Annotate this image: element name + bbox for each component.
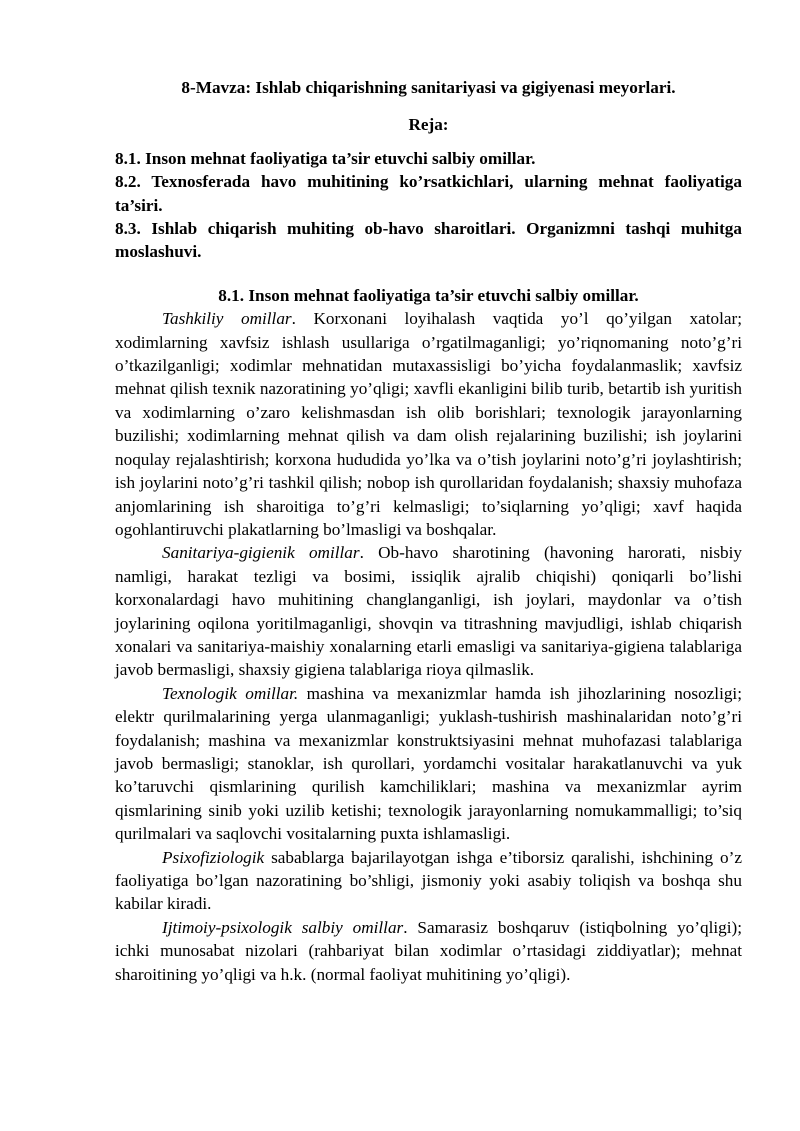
paragraph-term: Texnologik omillar. — [162, 683, 299, 703]
paragraph-body: mashina va mexanizmlar hamda ish jihozlarining nosozligi; elektr qurilmalarining yerga ulanmaganligi; yuklash-tushirish mashinalaridan noto’g’ri foydalanish; mashina va mexanizmlar konstruktsiyasini mehnat muhofazasi talablariga javob bermasligi; stanoklar, ish qurollari, yordamchi vositalar harakatlanuvchi va yuk ko’taruvchi qismlarining qurilish kamchiliklari; mashina va mexanizmlar ayrim qismlarining sinib yoki uzilib ketishi; texnologik jarayonlarning nomukammalligi; to’siq qurilmalari va saqlovchi vositalarning puxta ishlamasligi. — [115, 683, 742, 844]
plan-item: 8.3. Ishlab chiqarish muhiting ob-havo sharoitlari. Organizmni tashqi muhitga moslashuvi. — [115, 219, 742, 262]
paragraph-organizational — [115, 307, 742, 541]
plan-item: 8.1. Inson mehnat faoliyatiga ta’sir etuvchi salbiy omillar. — [115, 148, 536, 168]
section-heading: 8.1. Inson mehnat faoliyatiga ta’sir etuvchi salbiy omillar. — [218, 285, 639, 305]
paragraph-body: . Samarasiz boshqaruv (istiqbolning yo’qligi); ichki munosabat nizolari (rahbariyat bilan xodimlar o’rtasidagi ziddiyatlar); mehnat sharoitining yo’qligi va h.k. (normal faoliyat muhitining yo’qligi). — [115, 917, 742, 984]
paragraph-sanitary — [115, 541, 742, 681]
document-title: 8-Mavza: Ishlab chiqarishning sanitariyasi va gigiyenasi meyorlari. — [181, 78, 676, 97]
plan-list — [115, 147, 742, 264]
paragraph-term: Sanitariya-gigienik omillar — [162, 543, 360, 563]
paragraph-term: Tashkiliy omillar — [162, 309, 292, 329]
paragraph-psychophysiological — [115, 846, 742, 916]
document-page — [115, 76, 742, 986]
paragraph-body: sabablarga bajarilayotgan ishga e’tiborsiz qaralishi, ishchining o’z faoliyatiga bo’lgan nazoratining bo’shligi, jismoniy yoki asabiy toliqish va boshqa shu kabilar kiradi. — [115, 847, 742, 914]
paragraph-socio-psychological — [115, 916, 742, 986]
plan-item: 8.2. Texnosferada havo muhitining ko’rsatkichlari, ularning mehnat faoliyatiga ta’siri. — [115, 172, 742, 215]
plan-label: Reja: — [408, 115, 449, 135]
paragraph-term: Psixofiziologik — [162, 847, 265, 867]
paragraph-body: . Korxonani loyihalash vaqtida yo’l qo’yilgan xatolar; xodimlarning xavfsiz ishlash usullariga o’rgatilmaganligi; yo’riqnomaning noto’g’ri o’tkazilganligi; xodimlar mehnatidan mutaxassisligi bo’yicha foydalanmaslik; xavfsiz mehnat qilish texnik nazoratining yo’qligi; xavfli ekanligini bilib turib, betartib ish yuritish va xodimlarning o’zaro kelishmasdan ish olib borishlari; texnologik jarayonlarning buzilishi; xodimlarning mehnat qilish va dam olish rejalarining buzilishi; ish joylarini noqulay rejalashtirish; korxona hududida yo’lka va o’tish joylarini noto’g’ri joylashtirish; ish joylarini noto’g’ri tashkil qilish; nobop ish qurollaridan foydalanish; shaxsiy muhofaza anjomlarining ish sharoitiga to’g’ri kelmasligi; to’siqlarning yo’qligi; xavf haqida ogohlantiruvchi plakatlarning bo’lmasligi va boshqalar. — [115, 309, 742, 539]
paragraph-technological — [115, 682, 742, 846]
paragraph-term: Ijtimoiy-psixologik salbiy omillar — [162, 917, 404, 937]
paragraph-body: . Ob-havo sharotining (havoning harorati, nisbiy namligi, harakat tezligi va bosimi, issiqlik ajralib chiqishi) qoniqarli bo’lishi korxonalardagi havo muhitining changlanganligi, ish joylari, maydonlar va o’tish joylarining oqilona yoritilmaganligi, shovqin va titrashning mavjudligi, ishlab chiqarish xonalari va sanitariya-maishiy xonalarning etarli emasligi va sanitariya-gigiena talablariga javob bermasligi, shaxsiy gigiena talablariga rioya qilmaslik. — [115, 543, 742, 680]
